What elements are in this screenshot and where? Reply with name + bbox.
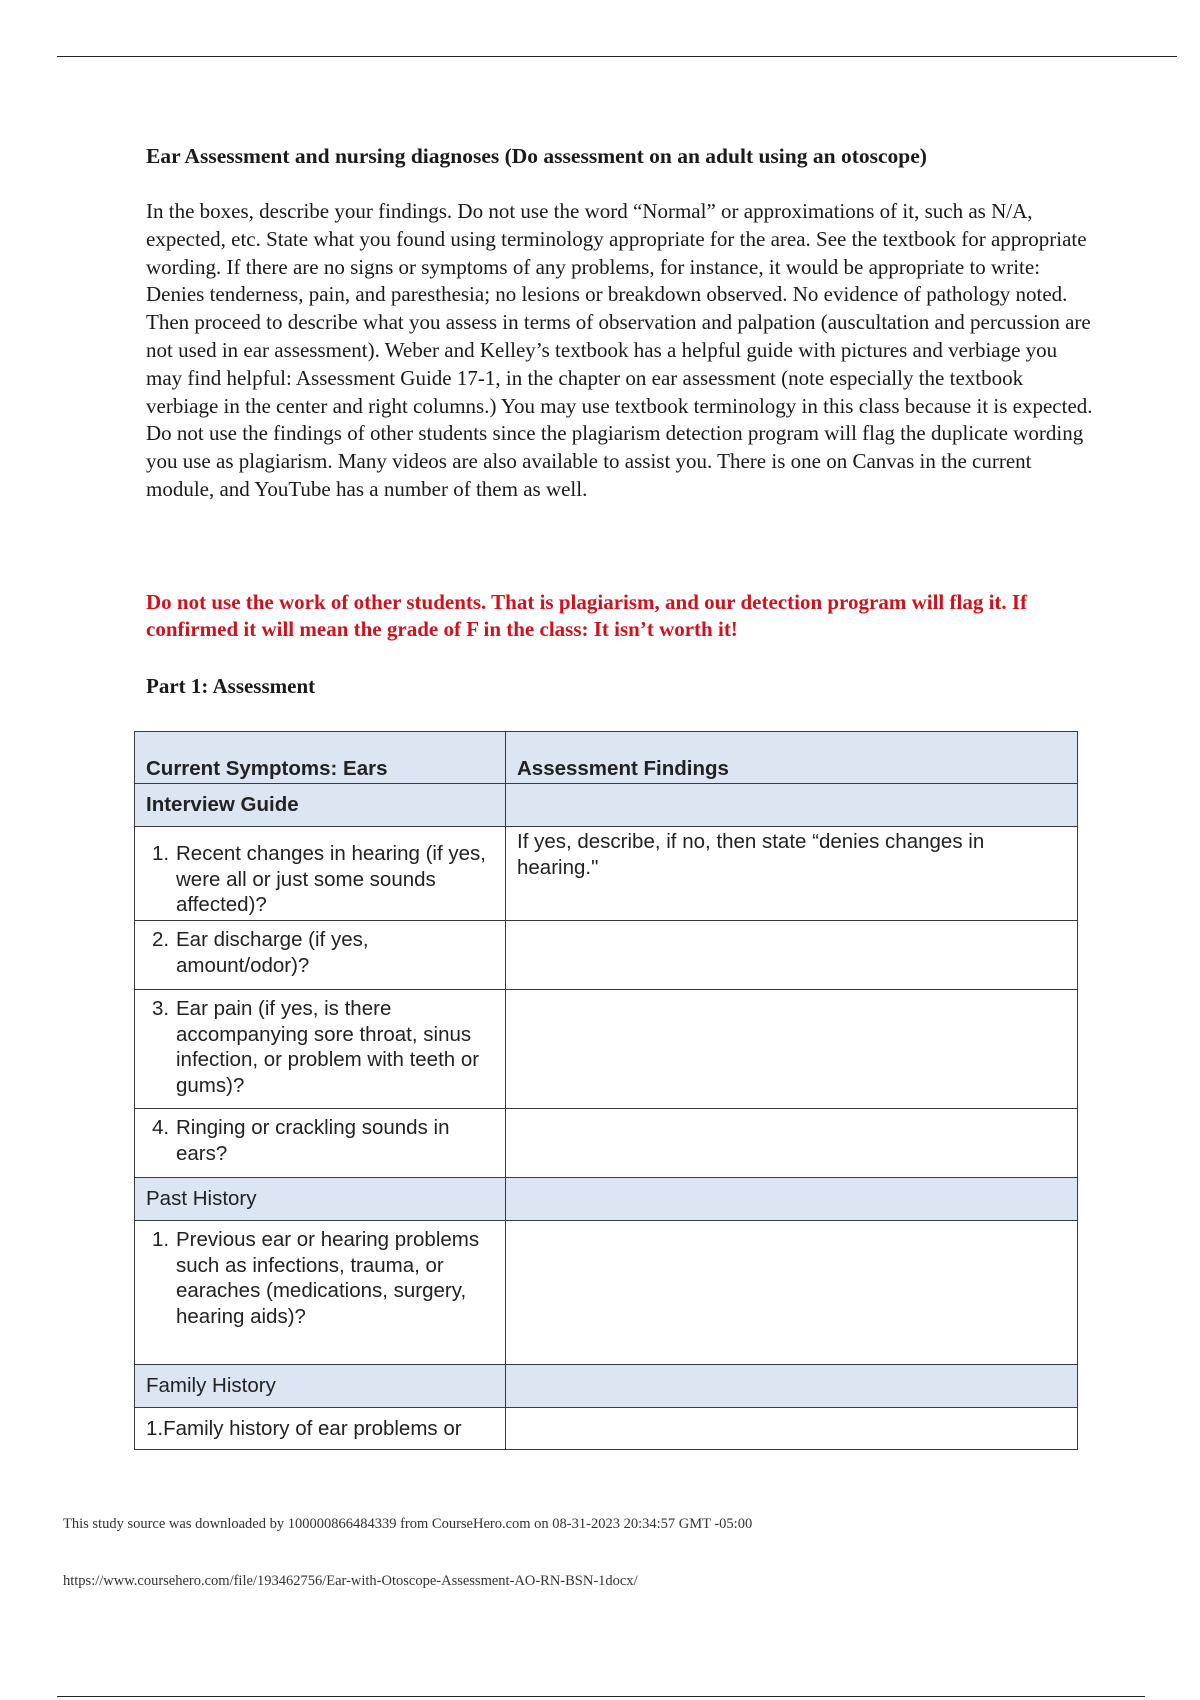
finding-cell[interactable] bbox=[506, 1221, 1078, 1365]
finding-text: If yes, describe, if no, then state “denies changes in hearing." bbox=[517, 830, 985, 879]
question-text: Ear discharge (if yes, amount/odor)? bbox=[176, 928, 369, 977]
instructions-paragraph: In the boxes, describe your findings. Do not use the word “Normal” or approximations of it, such as N/A, expected, etc. State what you found using terminology appropriate for the area. See the textbook for appropriate wording. If there are no signs or symptoms of any problems, for instance, it would be appropriate to write: Denies tenderness, pain, and paresthesia; no lesions or breakdown observed. No evidence of pathology noted. Then proceed to describe what you assess in terms of observation and palpation (auscultation and percussion are not used in ear assessment). Weber and Kelley’s textbook has a helpful guide with pictures and verbiage you may find helpful: Assessment Guide 17-1, in the chapter on ear assessment (note especially the textbook verbiage in the center and right columns.) You may use textbook terminology in this class because it is expected. Do not use the findings of other students since the plagiarism detection program will flag the duplicate wording you use as plagiarism. Many videos are also available to assist you. There is one on Canvas in the current module, and YouTube has a number of them as well. bbox=[146, 199, 1093, 501]
header-symptoms-label: Current Symptoms: Ears bbox=[146, 757, 388, 780]
assessment-table bbox=[134, 731, 1078, 1450]
download-notice: This study source was downloaded by 100000866484339 from CourseHero.com on 08-31-2023 20:34:57 GMT -05:00 bbox=[63, 1516, 753, 1532]
question-cell bbox=[135, 1221, 506, 1365]
section-row-past-history bbox=[135, 1178, 1078, 1221]
question-number: 1. bbox=[152, 1228, 170, 1251]
section-cell bbox=[135, 1365, 506, 1408]
question-number: 1. bbox=[152, 842, 170, 865]
source-url: https://www.coursehero.com/file/193462756/Ear-with-Otoscope-Assessment-AO-RN-BSN-1docx/ bbox=[63, 1573, 638, 1589]
section-cell bbox=[135, 784, 506, 827]
finding-cell[interactable] bbox=[506, 1109, 1078, 1178]
question-cell bbox=[135, 1109, 506, 1178]
table-row bbox=[135, 990, 1078, 1109]
finding-text bbox=[506, 1221, 1077, 1223]
question-text: Ear pain (if yes, is there accompanying sore throat, sinus infection, or problem with teeth or gums)? bbox=[176, 997, 480, 1097]
bottom-divider bbox=[57, 1696, 1145, 1697]
header-cell-symptoms bbox=[135, 732, 506, 784]
finding-text bbox=[506, 1408, 1077, 1410]
table-header-row bbox=[135, 732, 1078, 784]
table-row bbox=[135, 1221, 1078, 1365]
table-row bbox=[135, 1109, 1078, 1178]
finding-cell[interactable] bbox=[506, 990, 1078, 1109]
table-row bbox=[135, 921, 1078, 990]
question-text: 1.Family history of ear problems or bbox=[146, 1417, 462, 1440]
table-row bbox=[135, 827, 1078, 921]
question-text: Recent changes in hearing (if yes, were all or just some sounds affected)? bbox=[176, 842, 486, 916]
section-cell-empty bbox=[506, 1178, 1078, 1221]
question-cell bbox=[135, 827, 506, 921]
section-row-family-history bbox=[135, 1365, 1078, 1408]
finding-cell[interactable] bbox=[506, 827, 1078, 921]
document-title: Ear Assessment and nursing diagnoses (Do assessment on an adult using an otoscope) bbox=[146, 144, 927, 168]
finding-text bbox=[506, 921, 1077, 923]
top-divider bbox=[57, 56, 1177, 57]
question-cell bbox=[135, 921, 506, 990]
section-label-past-history: Past History bbox=[146, 1187, 257, 1210]
plagiarism-warning: Do not use the work of other students. That is plagiarism, and our detection program will flag it. If confirmed it will mean the grade of F in the class: It isn’t worth it! bbox=[146, 590, 1028, 641]
question-text: Previous ear or hearing problems such as infections, trauma, or earaches (medications, surgery, hearing aids)? bbox=[176, 1228, 480, 1328]
header-findings-label: Assessment Findings bbox=[517, 757, 729, 780]
finding-text bbox=[506, 1109, 1077, 1111]
section-cell-empty bbox=[506, 784, 1078, 827]
finding-cell[interactable] bbox=[506, 1408, 1078, 1450]
section-cell-empty bbox=[506, 1365, 1078, 1408]
section-cell bbox=[135, 1178, 506, 1221]
question-number: 3. bbox=[152, 997, 170, 1020]
header-cell-findings bbox=[506, 732, 1078, 784]
part-title: Part 1: Assessment bbox=[146, 674, 316, 698]
section-label-family-history: Family History bbox=[146, 1374, 276, 1397]
question-cell bbox=[135, 990, 506, 1109]
section-row-interview bbox=[135, 784, 1078, 827]
section-label-interview: Interview Guide bbox=[146, 793, 299, 816]
finding-text bbox=[506, 990, 1077, 992]
question-cell bbox=[135, 1408, 506, 1450]
table-row bbox=[135, 1408, 1078, 1450]
question-number: 4. bbox=[152, 1116, 170, 1139]
question-text: Ringing or crackling sounds in ears? bbox=[176, 1116, 450, 1165]
finding-cell[interactable] bbox=[506, 921, 1078, 990]
question-number: 2. bbox=[152, 928, 170, 951]
